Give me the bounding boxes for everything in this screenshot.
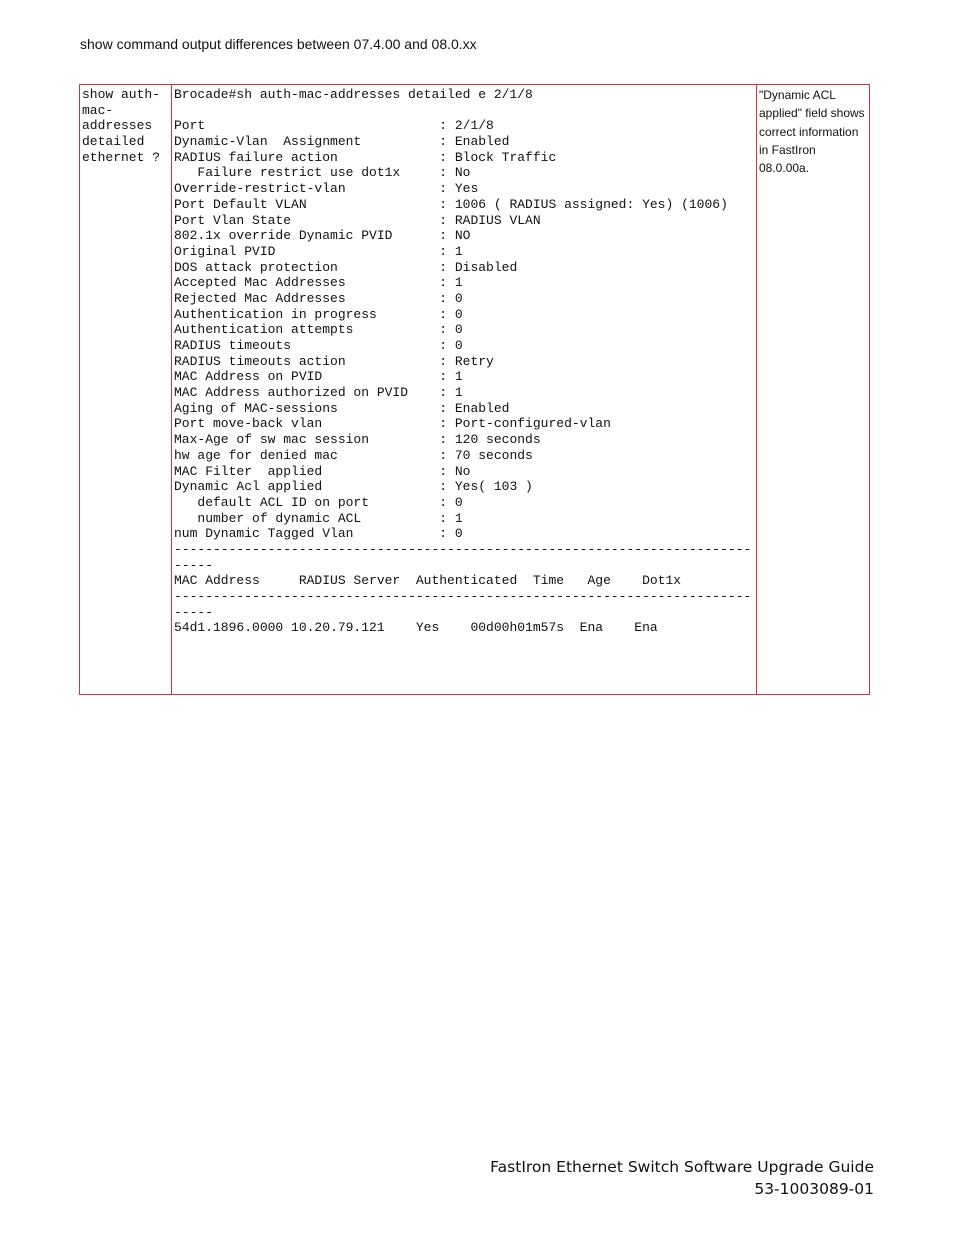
output-line: Max-Age of sw mac session : 120 seconds — [174, 432, 541, 448]
output-line: MAC Filter applied : No — [174, 463, 471, 479]
comparison-table — [79, 84, 870, 695]
output-line: DOS attack protection : Disabled — [174, 259, 518, 275]
output-line: RADIUS timeouts action : Retry — [174, 353, 494, 369]
output-line: MAC Address on PVID : 1 — [174, 369, 463, 385]
output-line: hw age for denied mac : 70 seconds — [174, 447, 533, 463]
output-line: default ACL ID on port : 0 — [174, 494, 463, 510]
output-line: num Dynamic Tagged Vlan : 0 — [174, 526, 463, 542]
output-cell — [172, 85, 757, 695]
note-cell — [757, 85, 870, 695]
output-line: Dynamic-Vlan Assignment : Enabled — [174, 134, 510, 150]
output-line: ----- — [174, 557, 214, 573]
output-line: ----- — [174, 604, 214, 620]
output-line: 54d1.1896.0000 10.20.79.121 Yes 00d00h01m57s Ena Ena — [174, 620, 658, 636]
guide-title: FastIron Ethernet Switch Software Upgrade Guide — [490, 1158, 874, 1176]
output-line: MAC Address authorized on PVID : 1 — [174, 385, 463, 401]
output-line: 802.1x override Dynamic PVID : NO — [174, 228, 471, 244]
command-cell — [80, 85, 172, 695]
page-footer — [490, 1156, 874, 1200]
output-line: Aging of MAC-sessions : Enabled — [174, 400, 510, 416]
note-text: "Dynamic ACL applied" field shows correct information in FastIron 08.0.00a. — [759, 88, 865, 176]
output-line: Brocade#sh auth-mac-addresses detailed e 2/1/8 — [174, 87, 533, 102]
command-output — [172, 85, 756, 636]
table-row — [80, 85, 870, 695]
output-line: Rejected Mac Addresses : 0 — [174, 290, 463, 306]
output-line: -------------------------------------------------------------------------- — [174, 541, 752, 557]
output-line: Authentication in progress : 0 — [174, 306, 463, 322]
output-line: Dynamic Acl applied : Yes( 103 ) — [174, 479, 533, 495]
output-line: number of dynamic ACL : 1 — [174, 510, 463, 526]
output-line: Port move-back vlan : Port-configured-vlan — [174, 416, 611, 432]
output-line: MAC Address RADIUS Server Authenticated Time Age Dot1x — [174, 573, 682, 589]
output-line: Port Vlan State : RADIUS VLAN — [174, 212, 541, 228]
output-line: Original PVID : 1 — [174, 243, 463, 259]
output-line: RADIUS failure action : Block Traffic — [174, 149, 557, 165]
output-line: Failure restrict use dot1x : No — [174, 165, 471, 181]
output-line — [174, 103, 756, 119]
output-line: -------------------------------------------------------------------------- — [174, 589, 752, 604]
command-text: show auth- mac- addresses detailed ethernet ? — [82, 87, 161, 165]
output-line: Accepted Mac Addresses : 1 — [174, 275, 463, 291]
output-line: Authentication attempts : 0 — [174, 322, 463, 338]
doc-number: 53-1003089-01 — [754, 1180, 874, 1198]
output-line: RADIUS timeouts : 0 — [174, 338, 463, 353]
output-line: Port Default VLAN : 1006 ( RADIUS assigned: Yes) (1006) — [174, 196, 728, 212]
output-line: Override-restrict-vlan : Yes — [174, 181, 479, 197]
output-line: Port : 2/1/8 — [174, 118, 494, 134]
page-header: show command output differences between 07.4.00 and 08.0.xx — [80, 36, 477, 52]
